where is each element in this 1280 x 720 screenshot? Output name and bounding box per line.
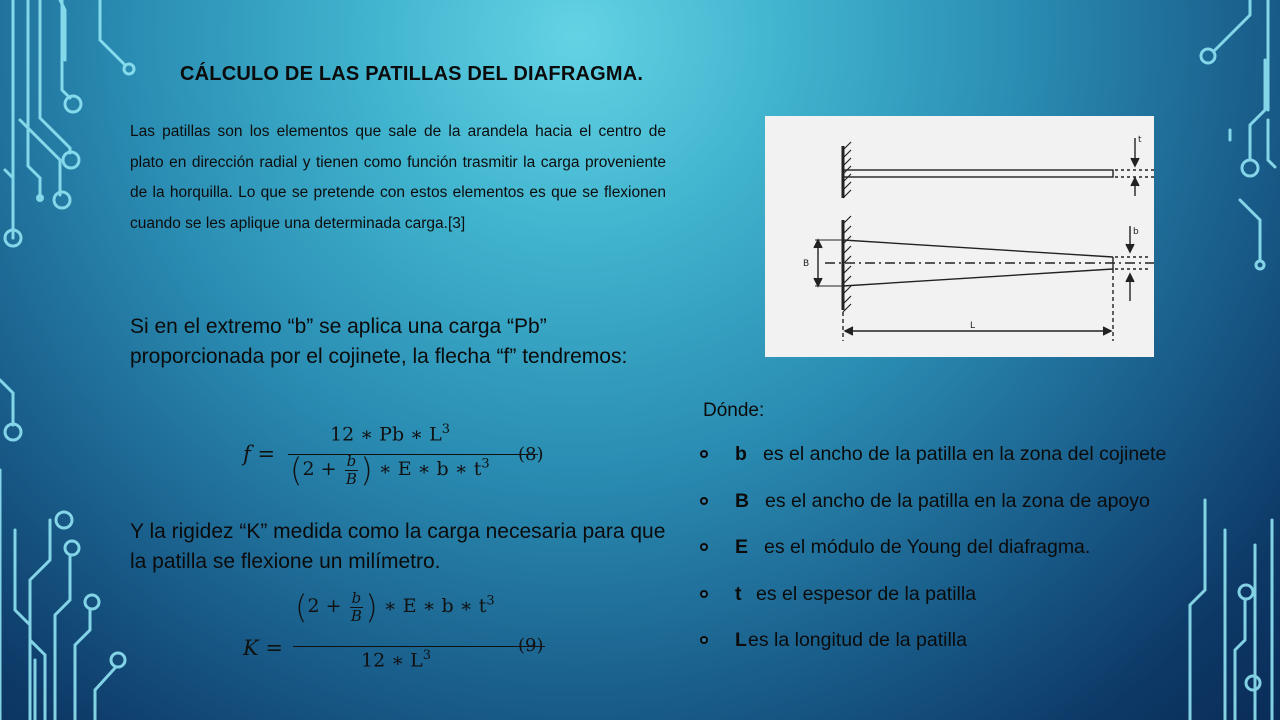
equation-8-numerator [330,422,450,445]
right-paren: ) [360,451,373,489]
b-over-B-den: B [350,606,362,625]
b-over-B [350,590,364,625]
equation-8-numerator-text: 12 ∗ Pb ∗ L [330,423,442,446]
definition-text: es el ancho de la patilla en la zona del cojinete [763,443,1167,465]
equation-9 [243,588,563,678]
where-label: Dónde: [703,400,765,421]
b-over-B-num: b [351,588,362,607]
label-B: B [803,259,810,269]
equation-9-lhs: K = [243,636,283,660]
inner-whole: 2 [302,458,315,480]
definition-text: es el espesor de la patilla [756,582,977,605]
equation-8-den-tail: ∗ E ∗ b ∗ t [378,458,482,480]
inner-op: + [320,458,337,480]
equation-9-num-tail: ∗ E ∗ b ∗ t [383,595,487,617]
equation-8-lhs: f = [243,442,276,466]
equation-9-den-exponent: 3 [422,648,432,663]
equation-9-lhs-symbol: K [243,636,259,660]
right-paren: ) [365,588,378,626]
definition-symbol: b [735,443,747,465]
label-L: L [970,321,976,331]
left-paren: ( [290,451,303,489]
definition-text: es el módulo de Young del diafragma. [764,536,1091,558]
b-over-B-den: B [345,469,357,488]
inner-whole: 2 [307,595,320,617]
equation-9-denominator-text: 12 ∗ L [361,649,423,672]
equation-9-tag: (9) [518,635,544,656]
deflection-paragraph: Si en el extremo “b” se aplica una carga “Pb” proporcionada por el cojinete, la flecha “f” tendremos: [130,315,628,368]
cantilever-drawing [765,116,1154,357]
stiffness-paragraph: Y la rigidez “K” medida como la carga necesaria para que la patilla se flexione un milímetro. [130,520,666,573]
bullet-icon [700,497,708,505]
definition-symbol: B [735,489,750,512]
bullet-icon [700,543,708,551]
equation-8-lhs-symbol: f [243,442,251,466]
definition-symbol: L [735,629,747,651]
label-b: b [1133,227,1139,237]
definition-text: es la longitud de la patilla [748,629,967,651]
b-over-B [345,453,359,488]
slide-title: CÁLCULO DE LAS PATILLAS DEL DIAFRAGMA. [180,63,644,85]
bullet-icon [700,636,708,644]
cantilever-figure [765,116,1154,357]
b-over-B-num: b [346,451,357,470]
bullet-icon [700,450,708,458]
label-t: t [1138,135,1142,145]
equation-8-tag: (8) [518,444,544,465]
equation-8-den-exponent: 3 [481,456,490,472]
equation-8-denominator [290,451,490,489]
equation-8-numerator-exponent: 3 [441,422,451,437]
inner-op: + [325,595,342,617]
definition-text: es el ancho de la patilla en la zona de apoyo [765,489,1150,512]
intro-paragraph: Las patillas son los elementos que sale de la arandela hacia el centro de plato en dirección radial y tienen como función trasmitir la carga proveniente de la horquilla. Lo que se pretende con estos elementos es que se flexionen cuando se les aplique una determinada carga.[3] [130,123,666,232]
equation-9-numerator [295,588,495,626]
bullet-icon [700,590,708,598]
equation-8 [243,418,563,498]
left-paren: ( [295,588,308,626]
equation-9-denominator [361,648,431,671]
definition-symbol: t [735,582,742,605]
equation-9-num-exponent: 3 [486,593,495,609]
definition-symbol: E [735,536,749,558]
